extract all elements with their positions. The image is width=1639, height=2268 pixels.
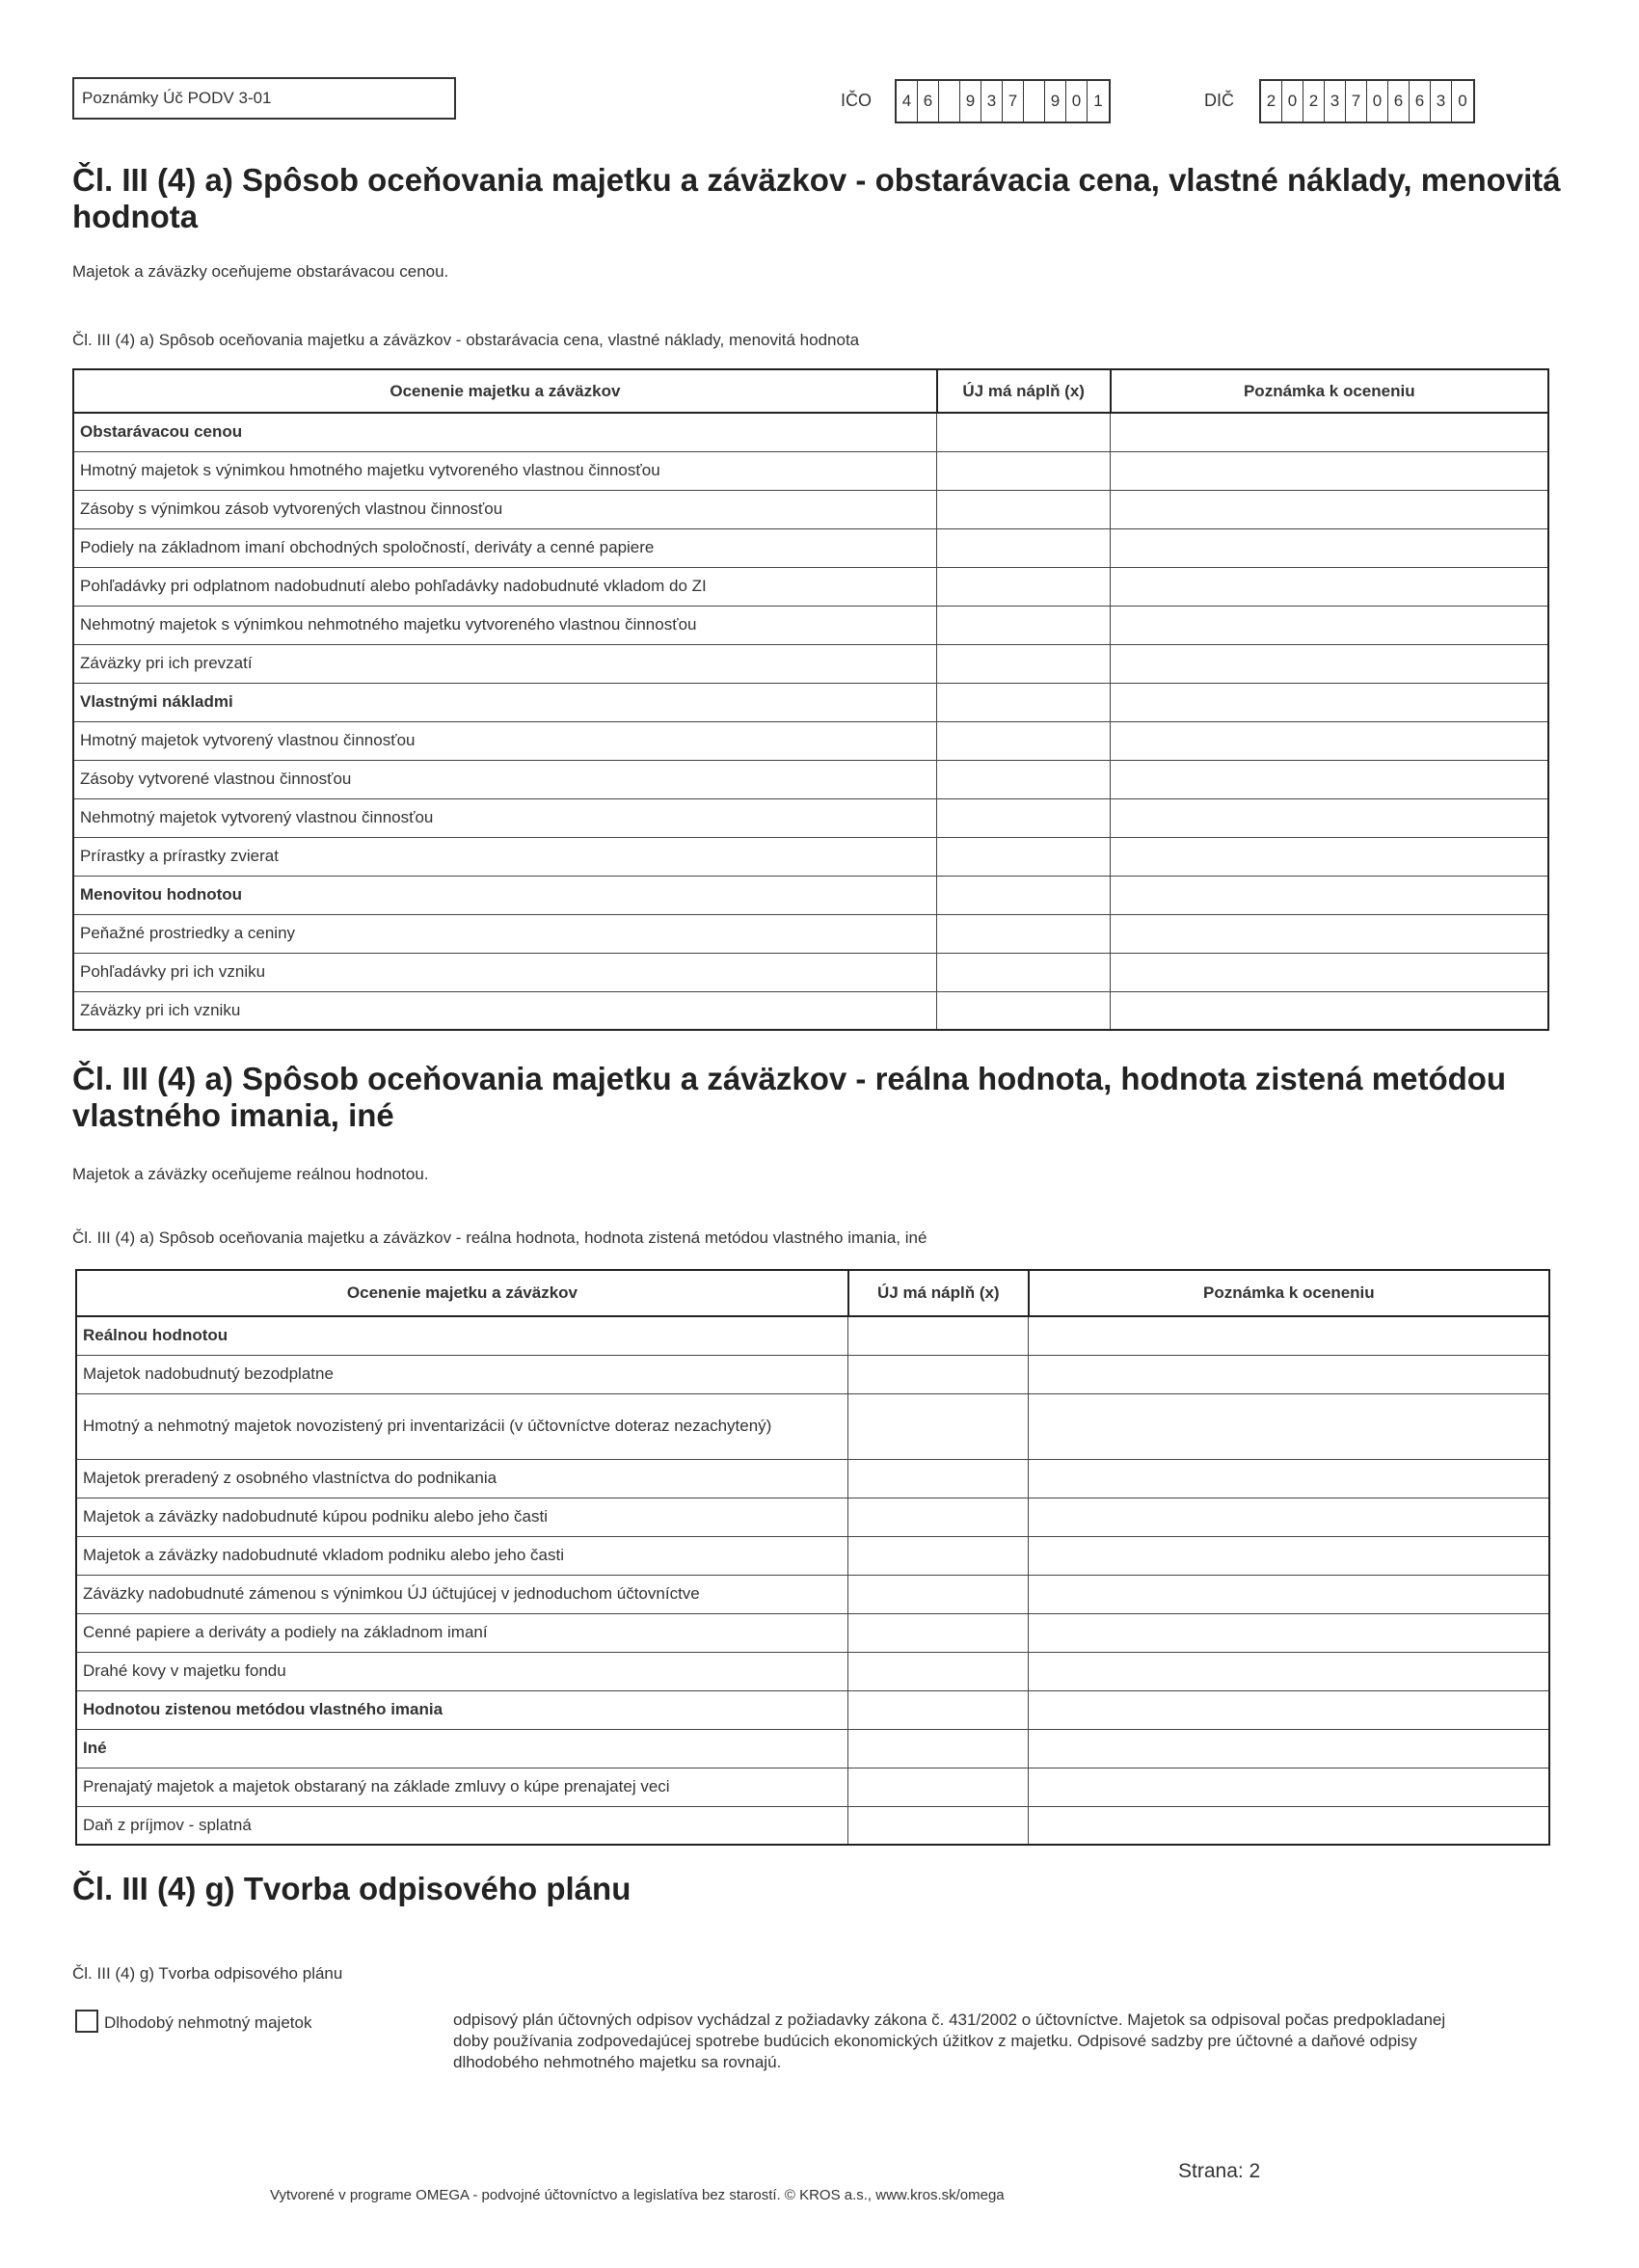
table-group-row <box>73 876 1548 914</box>
table-group-row <box>76 1729 1549 1768</box>
note-cell[interactable] <box>1029 1498 1549 1536</box>
table-row <box>73 721 1548 760</box>
table-row <box>73 644 1548 683</box>
digit-box: 6 <box>1388 81 1410 122</box>
row-label: Záväzky pri ich prevzatí <box>73 644 937 683</box>
row-label: Majetok a záväzky nadobudnuté kúpou podniku alebo jeho časti <box>76 1498 848 1536</box>
uj-cell[interactable] <box>848 1690 1029 1729</box>
row-label: Hmotný majetok s výnimkou hmotného majetku vytvoreného vlastnou činnosťou <box>73 451 937 490</box>
uj-cell[interactable] <box>848 1729 1029 1768</box>
row-label: Peňažné prostriedky a ceniny <box>73 914 937 953</box>
note-cell[interactable] <box>1111 760 1548 798</box>
uj-cell[interactable] <box>937 644 1111 683</box>
note-cell[interactable] <box>1111 991 1548 1030</box>
section3-caption: Čl. III (4) g) Tvorba odpisového plánu <box>72 1964 343 1983</box>
note-cell[interactable] <box>1029 1729 1549 1768</box>
table-row <box>76 1575 1549 1613</box>
note-cell[interactable] <box>1111 914 1548 953</box>
table-row <box>76 1652 1549 1690</box>
footer-credit: Vytvorené v programe OMEGA - podvojné účtovníctvo a legislatíva bez starostí. © KROS a.s., www.kros.sk/omega <box>270 2187 1005 2203</box>
digit-box: 2 <box>1303 81 1325 122</box>
section1-title: Čl. III (4) a) Spôsob oceňovania majetku a záväzkov - obstarávacia cena, vlastné náklady, menovitá hodnota <box>72 162 1561 234</box>
uj-cell[interactable] <box>937 721 1111 760</box>
table-row <box>76 1498 1549 1536</box>
uj-cell[interactable] <box>848 1536 1029 1575</box>
note-cell[interactable] <box>1111 837 1548 876</box>
table-row <box>73 991 1548 1030</box>
digit-box: 6 <box>918 81 939 122</box>
note-cell[interactable] <box>1111 683 1548 721</box>
section1-statement: Majetok a záväzky oceňujeme obstarávacou cenou. <box>72 262 449 281</box>
note-cell[interactable] <box>1111 876 1548 914</box>
table-row <box>73 837 1548 876</box>
table-row <box>76 1768 1549 1806</box>
digit-box: 0 <box>1066 81 1088 122</box>
table-row <box>73 567 1548 606</box>
table-row <box>73 490 1548 528</box>
row-label: Cenné papiere a deriváty a podiely na základnom imaní <box>76 1613 848 1652</box>
note-cell[interactable] <box>1029 1806 1549 1845</box>
col-header-valuation: Ocenenie majetku a záväzkov <box>76 1270 848 1316</box>
note-cell[interactable] <box>1111 451 1548 490</box>
form-label: Poznámky Úč PODV 3-01 <box>82 89 272 107</box>
section3-title: Čl. III (4) g) Tvorba odpisového plánu <box>72 1871 631 1906</box>
note-cell[interactable] <box>1029 1690 1549 1729</box>
note-cell[interactable] <box>1111 721 1548 760</box>
note-cell[interactable] <box>1029 1355 1549 1393</box>
uj-cell[interactable] <box>937 606 1111 644</box>
row-label: Pohľadávky pri ich vzniku <box>73 953 937 991</box>
col-header-valuation: Ocenenie majetku a záväzkov <box>73 369 937 413</box>
note-cell[interactable] <box>1111 798 1548 837</box>
table-row <box>73 528 1548 567</box>
uj-cell[interactable] <box>937 683 1111 721</box>
row-label: Majetok nadobudnutý bezodplatne <box>76 1355 848 1393</box>
uj-cell[interactable] <box>937 451 1111 490</box>
table-group-row <box>76 1690 1549 1729</box>
checkbox-label: Dlhodobý nehmotný majetok <box>104 2013 312 2032</box>
row-label: Obstarávacou cenou <box>73 413 937 451</box>
row-label: Záväzky nadobudnuté zámenou s výnimkou ÚJ účtujúcej v jednoduchom účtovníctve <box>76 1575 848 1613</box>
row-label: Podiely na základnom imaní obchodných spoločností, deriváty a cenné papiere <box>73 528 937 567</box>
note-cell[interactable] <box>1029 1768 1549 1806</box>
table-row <box>73 760 1548 798</box>
note-cell[interactable] <box>1111 644 1548 683</box>
valuation-table-1 <box>72 368 1549 1031</box>
row-label: Hodnotou zistenou metódou vlastného imania <box>76 1690 848 1729</box>
row-label: Iné <box>76 1729 848 1768</box>
uj-cell[interactable] <box>848 1768 1029 1806</box>
table-row <box>76 1536 1549 1575</box>
uj-cell[interactable] <box>937 953 1111 991</box>
col-header-note: Poznámka k oceneniu <box>1029 1270 1549 1316</box>
table-row <box>73 953 1548 991</box>
row-label: Záväzky pri ich vzniku <box>73 991 937 1030</box>
note-cell[interactable] <box>1029 1393 1549 1459</box>
note-cell[interactable] <box>1029 1316 1549 1355</box>
col-header-note: Poznámka k oceneniu <box>1111 369 1548 413</box>
row-label: Reálnou hodnotou <box>76 1316 848 1355</box>
note-cell[interactable] <box>1111 528 1548 567</box>
note-cell[interactable] <box>1111 953 1548 991</box>
digit-box: 0 <box>1458 92 1467 110</box>
digit-box <box>939 81 960 122</box>
note-cell[interactable] <box>1111 490 1548 528</box>
row-label: Daň z príjmov - splatná <box>76 1806 848 1845</box>
table-row <box>76 1459 1549 1498</box>
row-label: Drahé kovy v majetku fondu <box>76 1652 848 1690</box>
uj-cell[interactable] <box>937 760 1111 798</box>
digit-box: 2 <box>1261 81 1282 122</box>
section1-table-caption: Čl. III (4) a) Spôsob oceňovania majetku a záväzkov - obstarávacia cena, vlastné náklady, menovitá hodnota <box>72 331 860 349</box>
digit-box: 1 <box>1093 92 1103 110</box>
row-label: Majetok a záväzky nadobudnuté vkladom podniku alebo jeho časti <box>76 1536 848 1575</box>
col-header-uj: ÚJ má náplň (x) <box>848 1270 1029 1316</box>
ico-digit-boxes <box>895 79 1111 123</box>
table-group-row <box>73 683 1548 721</box>
digit-box: 7 <box>1003 81 1024 122</box>
note-cell[interactable] <box>1111 606 1548 644</box>
table-row <box>73 798 1548 837</box>
section2-title: Čl. III (4) a) Spôsob oceňovania majetku a záväzkov - reálna hodnota, hodnota zistená metódou vlastného imania, iné <box>72 1061 1507 1133</box>
uj-cell[interactable] <box>848 1355 1029 1393</box>
digit-box <box>1024 81 1045 122</box>
digit-box: 9 <box>960 81 981 122</box>
digit-box: 0 <box>1282 81 1303 122</box>
uj-cell[interactable] <box>937 914 1111 953</box>
uj-cell[interactable] <box>848 1806 1029 1845</box>
depreciation-description: odpisový plán účtovných odpisov vychádzal z požiadavky zákona č. 431/2002 o účtovníctve. Majetok sa odpisoval počas predpokladanej doby používania zodpovedajúcej spotrebe budúcich ekonomických úžitkov z majetku. Odpisové sadzby pre účtovné a daňové odpisy dlhodobého nehmotného majetku sa rovnajú. <box>453 2011 1446 2071</box>
row-label: Pohľadávky pri odplatnom nadobudnutí alebo pohľadávky nadobudnuté vkladom do ZI <box>73 567 937 606</box>
row-label: Zásoby vytvorené vlastnou činnosťou <box>73 760 937 798</box>
digit-box: 6 <box>1410 81 1431 122</box>
dic-label: DIČ <box>1204 91 1234 110</box>
uj-cell[interactable] <box>848 1393 1029 1459</box>
table-row <box>73 606 1548 644</box>
uj-cell[interactable] <box>848 1316 1029 1355</box>
note-cell[interactable] <box>1029 1536 1549 1575</box>
digit-box: 4 <box>897 81 918 122</box>
row-label: Hmotný a nehmotný majetok novozistený pri inventarizácii (v účtovníctve doteraz nezachytený) <box>76 1393 848 1459</box>
uj-cell[interactable] <box>848 1613 1029 1652</box>
uj-cell[interactable] <box>848 1652 1029 1690</box>
note-cell[interactable] <box>1029 1652 1549 1690</box>
row-label: Nehmotný majetok s výnimkou nehmotného majetku vytvoreného vlastnou činnosťou <box>73 606 937 644</box>
uj-cell[interactable] <box>848 1459 1029 1498</box>
table-row <box>76 1355 1549 1393</box>
row-label: Prírastky a prírastky zvierat <box>73 837 937 876</box>
row-label: Hmotný majetok vytvorený vlastnou činnosťou <box>73 721 937 760</box>
row-label: Menovitou hodnotou <box>73 876 937 914</box>
col-header-uj: ÚJ má náplň (x) <box>937 369 1111 413</box>
row-label: Prenajatý majetok a majetok obstaraný na základe zmluvy o kúpe prenajatej veci <box>76 1768 848 1806</box>
note-cell[interactable] <box>1029 1575 1549 1613</box>
section2-table-caption: Čl. III (4) a) Spôsob oceňovania majetku a záväzkov - reálna hodnota, hodnota zistená metódou vlastného imania, iné <box>72 1228 927 1247</box>
uj-cell[interactable] <box>937 837 1111 876</box>
table-group-row <box>76 1316 1549 1355</box>
form-label-box <box>72 77 456 120</box>
note-cell[interactable] <box>1029 1613 1549 1652</box>
digit-box: 9 <box>1045 81 1066 122</box>
ico-label: IČO <box>841 91 873 110</box>
uj-cell[interactable] <box>937 876 1111 914</box>
table-row <box>76 1806 1549 1845</box>
uj-cell[interactable] <box>937 798 1111 837</box>
row-label: Zásoby s výnimkou zásob vytvorených vlastnou činnosťou <box>73 490 937 528</box>
page-number: Strana: 2 <box>1178 2160 1261 2182</box>
uj-cell[interactable] <box>848 1498 1029 1536</box>
row-label: Majetok preradený z osobného vlastníctva do podnikania <box>76 1459 848 1498</box>
uj-cell[interactable] <box>937 528 1111 567</box>
row-label: Vlastnými nákladmi <box>73 683 937 721</box>
uj-cell[interactable] <box>937 991 1111 1030</box>
uj-cell[interactable] <box>937 567 1111 606</box>
long-term-intangible-checkbox[interactable] <box>75 2010 98 2033</box>
uj-cell[interactable] <box>937 490 1111 528</box>
note-cell[interactable] <box>1111 567 1548 606</box>
dic-digit-boxes <box>1259 79 1475 123</box>
table-group-row <box>73 413 1548 451</box>
uj-cell[interactable] <box>848 1575 1029 1613</box>
table-row <box>73 914 1548 953</box>
digit-box: 0 <box>1367 81 1388 122</box>
section2-statement: Majetok a záväzky oceňujeme reálnou hodnotou. <box>72 1165 429 1183</box>
digit-box: 3 <box>981 81 1003 122</box>
uj-cell[interactable] <box>937 413 1111 451</box>
row-label: Nehmotný majetok vytvorený vlastnou činnosťou <box>73 798 937 837</box>
table-row <box>73 451 1548 490</box>
digit-box: 3 <box>1431 81 1452 122</box>
digit-box: 3 <box>1325 81 1346 122</box>
note-cell[interactable] <box>1111 413 1548 451</box>
valuation-table-2 <box>75 1269 1550 1846</box>
note-cell[interactable] <box>1029 1459 1549 1498</box>
table-row <box>76 1393 1549 1459</box>
table-row <box>76 1613 1549 1652</box>
digit-box: 7 <box>1346 81 1367 122</box>
